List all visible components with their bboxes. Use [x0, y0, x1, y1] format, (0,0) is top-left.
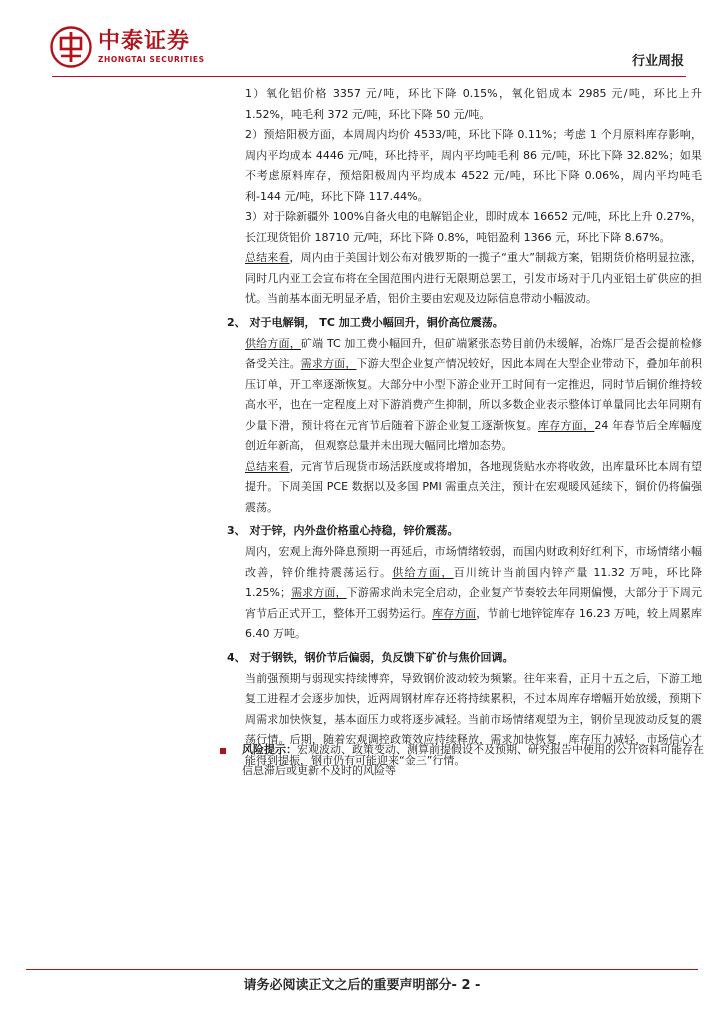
section-heading-copper: 2、 对于电解铜， TC 加工费小幅回升，铜价高位震荡。: [227, 315, 504, 329]
copper-supply-label: 供给方面，: [245, 336, 301, 350]
square-bullet-icon: [220, 748, 226, 754]
copper-supply-text: 矿端 TC 加工费小幅回升，但矿端紧张态势目前仍未缓解，冶炼厂是否会提前检修备受关注。: [245, 336, 702, 370]
zinc-stock-label: 库存方面: [432, 606, 477, 620]
section-heading-steel: 4、 对于钢铁，钢价节后偏弱，负反馈下矿价与焦价回调。: [227, 650, 514, 664]
copper-paragraph: [245, 334, 702, 457]
report-body: [227, 84, 703, 771]
copper-demand-label: 需求方面，: [300, 357, 357, 370]
section-heading-zinc: 3、 对于锌，内外盘价格重心持稳，锌价震荡。: [227, 524, 459, 537]
zinc-stock-text: ，节前七地锌锭库存 16.23 万吨，较上周累库 6.40 万吨。: [245, 606, 703, 640]
page-header: [0, 0, 724, 84]
zinc-demand-label: 需求方面，: [290, 586, 347, 599]
prebaked-anode-paragraph: 2）预焙阳极方面，本周周内均价 4533/吨，环比下降 0.11%；考虑 1 个月原料库存影响，周内平均成本 4446 元/吨，环比持平，周内平均吨毛利 86 元/吨，环比下降 32.82%；如果不考虑原料库存，预焙阳极周内平均成本 4522 元/吨，环比下降 0.06%，周内平均吨毛利-144 元/吨，环比下降 117.44%。: [245, 128, 702, 203]
electrolytic-aluminum-cost-paragraph: 3）对于除新疆外 100%自备火电的电解铝企业，即时成本 16652 元/吨，环比上升 0.27%，长江现货铝价 18710 元/吨，环比下降 0.8%，吨铝盈利 1366 元，环比下降 8.67%。: [245, 210, 702, 244]
zinc-paragraph: [245, 542, 702, 645]
zhongtai-logo-icon: [50, 26, 92, 68]
company-logo: [50, 26, 205, 68]
risk-warning: [220, 740, 704, 781]
zinc-demand-text: 下游需求尚未完全启动，企业复产节奏较去年同期偏慢，大部分于下周元宵节后正式开工，整体开工弱势运行。: [245, 586, 702, 620]
copper-stock-label: 库存方面，: [538, 418, 595, 432]
zinc-supply-label: 供给方面，: [392, 565, 454, 579]
copper-stock-text: 24 年春节后全库幅度创近年新高， 但观察总量并未出现大幅同比增加态势。: [245, 418, 703, 452]
copper-summary-paragraph: [245, 457, 702, 519]
alumina-price-paragraph: 1）氧化铝价格 3357 元/吨，环比下降 0.15%，氧化铝成本 2985 元/吨，环比上升 1.52%，吨毛利 372 元/吨，环比下降 50 元/吨。: [245, 87, 702, 121]
report-type-label: 行业周报: [631, 54, 684, 69]
copper-summary-label: 总结来看: [245, 459, 290, 473]
risk-warning-body: 宏观波动、政策变动、测算前提假设不及预期、研究报告中使用的公开资料可能存在信息滞后或更新不及时的风险等: [242, 743, 704, 777]
header-divider: [52, 76, 686, 77]
copper-summary-text: ，元宵节后现货市场活跃度或将增加，各地现货贴水亦将收敛，出库量环比本周有望提升。下周美国 PCE 数据以及多国 PMI 需重点关注，预计在宏观暖风延续下，铜价仍将偏强震荡。: [245, 459, 703, 514]
page-footer: 请务必阅读正文之后的重要声明部分- 2 -: [243, 978, 481, 993]
risk-warning-label: 风险提示：: [242, 743, 297, 756]
zinc-intro-text: 周内，宏观上海外降息预期一再延后，市场情绪较弱，而国内财政利好红利下，市场情绪小幅改善，锌价维持震荡运行。: [245, 545, 702, 579]
steel-paragraph: 当前强预期与弱现实持续博弈，导致钢价波动较为频繁。往年来看，正月十五之后，下游工地复工进程才会逐步加快，近两周钢材库存还将持续累积，不过本周库存增幅开始放缓，预期下周需求加快恢复，基本面压力或将逐步减轻。当前市场情绪观望为主，钢价呈现波动反复的震荡行情。后期，随着宏观调控政策效应持续释放，需求加快恢复，库存压力减轻，市场信心才能得到提振，钢市仍有可能迎来“金三”行情。: [245, 671, 702, 767]
zinc-supply-text: 百川统计当前国内锌产量 11.32 万吨，环比降 1.25%；: [245, 565, 703, 599]
footer-divider: [26, 969, 698, 970]
aluminum-summary-label: 总结来看: [245, 251, 290, 264]
risk-warning-text: [242, 740, 704, 781]
aluminum-summary-text: ，周内由于美国计划公布对俄罗斯的一揽子“重大”制裁方案，铝期货价格明显拉涨，同时几内亚工会宣布将在全国范围内进行无限期总罢工，引发市场对于几内亚铝土矿供应的担忧。当前基本面无明显矛盾，铝价主要由宏观及边际信息带动小幅波动。: [245, 251, 702, 305]
logo-chinese-name: 中泰证券: [98, 29, 191, 54]
logo-english-name: ZHONGTAI SECURITIES: [98, 55, 205, 64]
copper-demand-text: 下游大型企业复产情况较好，因此本周在大型企业带动下，叠加年前积压订单，开工率逐渐恢复。大部分中小型下游企业开工时间有一定推迟，同时节后铜价维持较高水平，也在一定程度上对下游消费产生抑制，所以多数企业表示整体订单量同比去年同期有少量下滑，预计将在元宵节后随着下游企业复工逐渐恢复。: [245, 357, 702, 432]
aluminum-summary-paragraph: [245, 248, 702, 310]
